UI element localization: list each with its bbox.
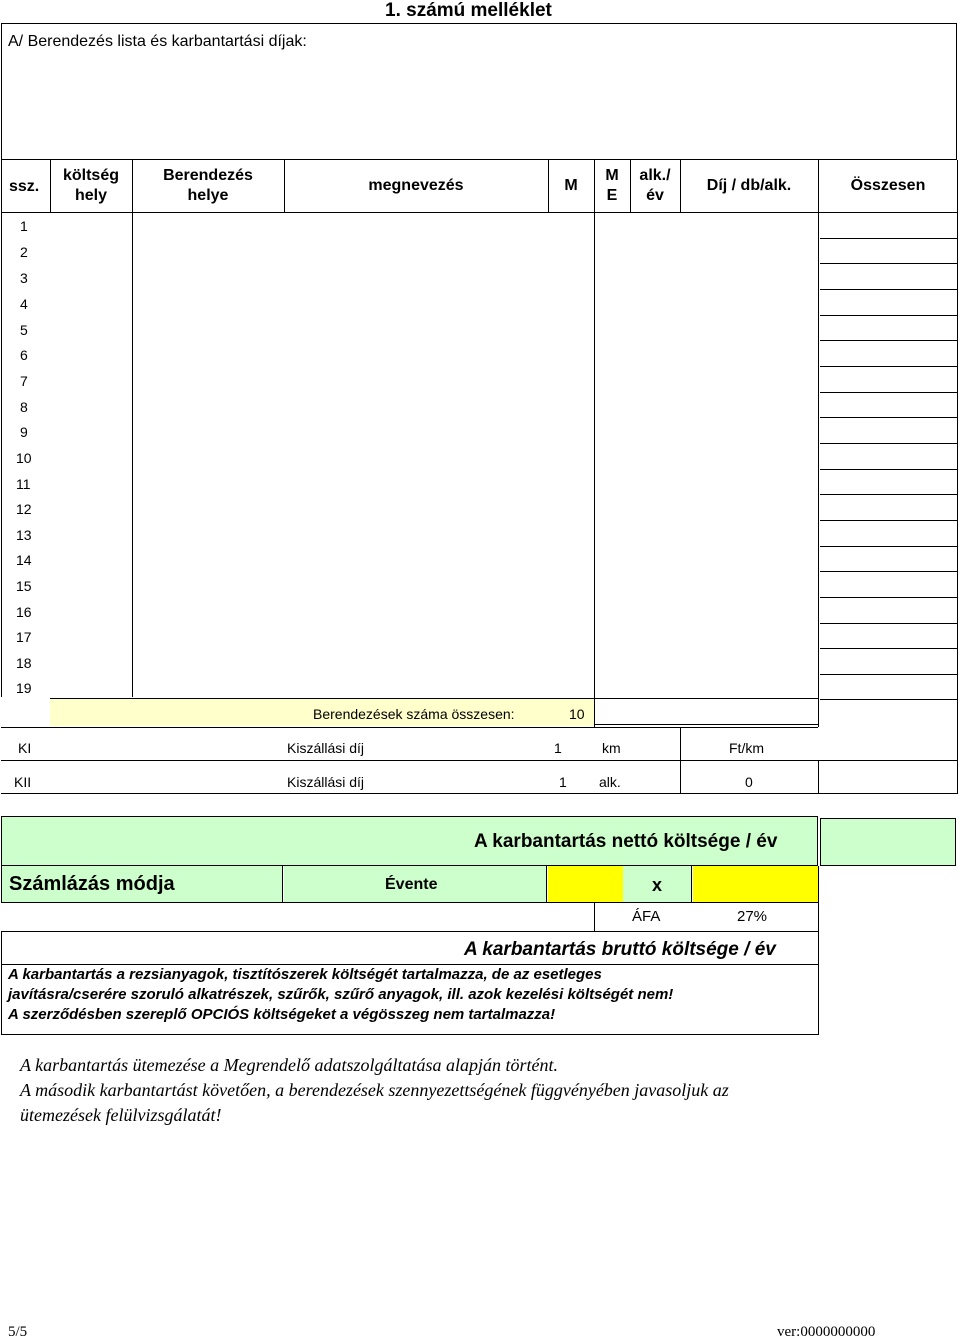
row-number: 17 — [16, 629, 32, 645]
schedule-note: A karbantartás ütemezése a Megrendelő adatszolgáltatása alapján történt. — [20, 1055, 558, 1075]
col-berendezes-helye-2: helye — [187, 187, 229, 204]
row-number: 16 — [16, 604, 32, 620]
col-alk-ev-1: alk./ — [639, 167, 671, 184]
col-ssz: ssz. — [9, 178, 40, 195]
schedule-note: A második karbantartást követően, a berendezések szennyezettségének függvényében javasoljuk az — [20, 1080, 729, 1100]
row-number: 9 — [20, 424, 28, 440]
row-number: 11 — [16, 476, 31, 492]
schedule-note: ütemezések felülvizsgálatát! — [20, 1105, 222, 1125]
col-koltseg-hely-1: költség — [62, 167, 119, 184]
row-number: 5 — [20, 322, 28, 338]
col-m: M — [564, 177, 578, 194]
row-number: 4 — [20, 296, 28, 312]
col-megnevezes: megnevezés — [368, 177, 464, 194]
row-number: 6 — [20, 347, 28, 363]
note-line: A szerződésben szereplő OPCIÓS költségeket a végösszeg nem tartalmazza! — [8, 1006, 556, 1023]
row-number: 12 — [16, 501, 32, 517]
col-me-2: E — [606, 187, 618, 204]
kii-value: 0 — [745, 774, 753, 790]
row-number: 3 — [20, 270, 28, 286]
page-number: 5/5 — [8, 1324, 28, 1340]
multiplier: x — [652, 875, 663, 895]
col-koltseg-hely-2: hely — [74, 187, 107, 204]
kii-unit: alk. — [599, 774, 621, 790]
net-cost-label: A karbantartás nettó költsége / év — [474, 831, 778, 852]
row-number: 10 — [16, 450, 32, 466]
billing-label: Számlázás módja — [9, 873, 175, 895]
row-number: 8 — [20, 399, 28, 415]
kii-code: KII — [14, 774, 32, 790]
equipment-count-value: 10 — [569, 706, 585, 722]
row-number: 14 — [16, 552, 32, 568]
row-number: 15 — [16, 578, 32, 594]
gross-cost-label: A karbantartás bruttó költsége / év — [464, 939, 776, 960]
row-number: 7 — [20, 373, 28, 389]
afa-value: 27% — [737, 908, 768, 925]
version-label: ver:0000000000 — [777, 1324, 876, 1340]
row-number: 2 — [20, 244, 28, 260]
row-number: 19 — [16, 680, 32, 696]
ki-qty: 1 — [554, 740, 562, 756]
row-number: 18 — [16, 655, 32, 671]
equipment-count-label: Berendezések száma összesen: — [313, 706, 515, 722]
section-title: A/ Berendezés lista és karbantartási díjak: — [8, 33, 307, 50]
afa-label: ÁFA — [632, 908, 661, 925]
note-line: javításra/cserére szoruló alkatrészek, szűrők, szűrő anyagok, ill. azok kezelési költségét nem! — [8, 986, 674, 1003]
row-number: 1 — [20, 218, 28, 234]
col-osszesen: Összesen — [850, 177, 926, 194]
row-number: 13 — [16, 527, 32, 543]
ki-code: KI — [18, 740, 32, 756]
col-me-1: M — [605, 167, 619, 184]
col-berendezes-helye-1: Berendezés — [163, 167, 253, 184]
col-dij: Díj / db/alk. — [706, 177, 792, 194]
kii-qty: 1 — [559, 774, 567, 790]
col-alk-ev-2: év — [646, 187, 664, 204]
note-line: A karbantartás a rezsianyagok, tisztítószerek költségét tartalmazza, de az esetleges — [8, 966, 602, 983]
kii-label: Kiszállási díj — [287, 774, 365, 790]
billing-value: Évente — [385, 876, 438, 893]
ki-label: Kiszállási díj — [287, 740, 365, 756]
ki-unit: km — [602, 740, 621, 756]
annex-title: 1. számú melléklet — [385, 0, 552, 21]
ki-rate-unit: Ft/km — [729, 740, 764, 756]
